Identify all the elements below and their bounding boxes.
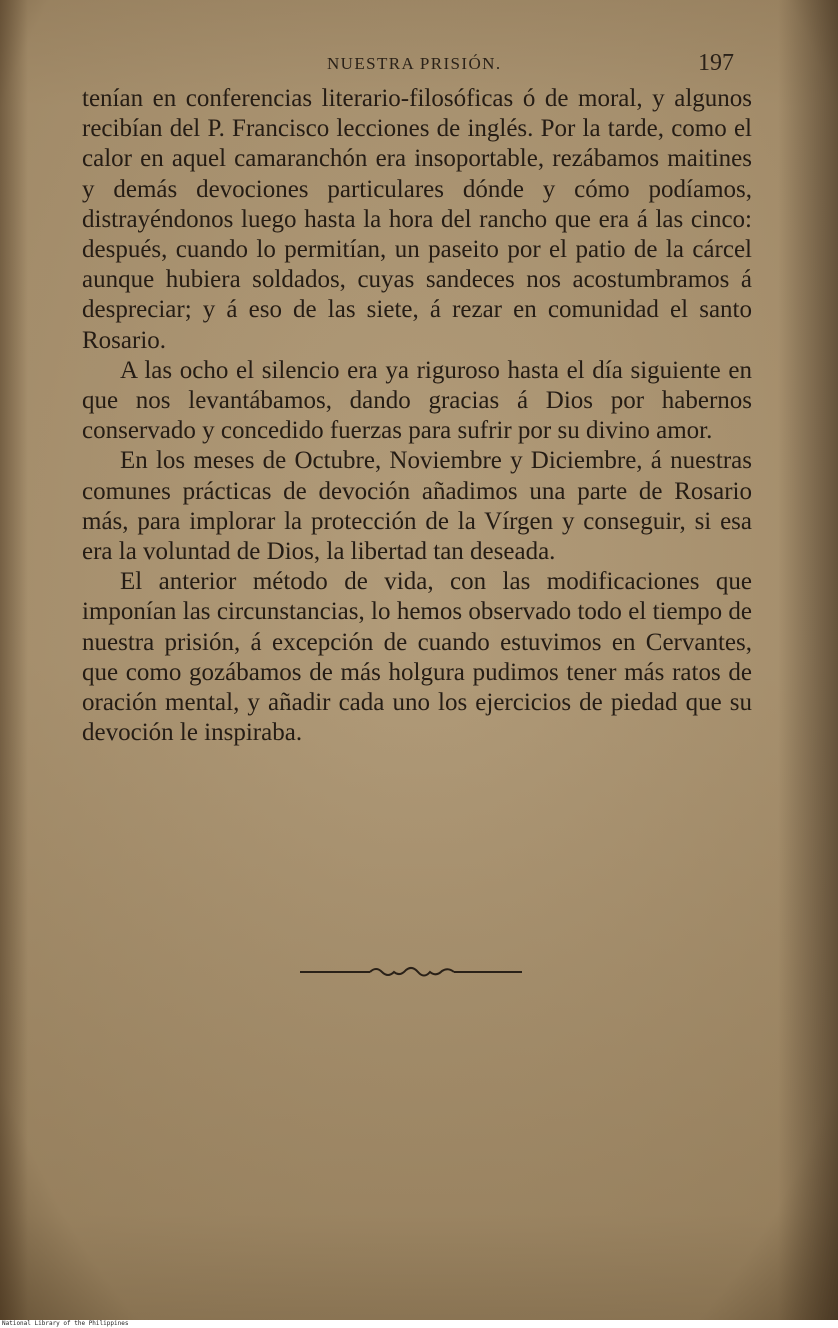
paragraph-2: A las ocho el silencio era ya riguroso hasta el día siguiente en que nos levantábamos, dando gracias á Dios por habernos conservado y concedido fuerzas para sufrir por su divino amor. [82, 356, 752, 445]
body-text [82, 84, 752, 748]
paragraph-1: tenían en conferencias literario-filosóficas ó de moral, y algunos recibían del P. Francisco lecciones de inglés. Por la tarde, como el calor en aquel camaranchón era insoportable, rezábamos maitines y demás devociones particulares dónde y cómo podíamos, distrayéndonos luego hasta la hora del rancho que era á las cinco: después, cuando lo permitían, un paseito por el patio de la cárcel aunque hubiera soldados, cuyas sandeces nos acostumbramos á despreciar; y á eso de las siete, á rezar en comunidad el santo Rosario. [82, 85, 752, 354]
paragraph-4: El anterior método de vida, con las modificaciones que imponían las circunstancias, lo hemos observado todo el tiempo de nuestra prisión, á excepción de cuando estuvimos en Cervantes, que como gozábamos de más holgura pudimos tener más ratos de oración mental, y añadir cada uno los ejercicios de piedad que su devoción le inspiraba. [82, 568, 752, 747]
end-ornament-rule [300, 962, 522, 982]
page-edge-shadow-right [778, 0, 838, 1320]
running-head: NUESTRA PRISIÓN. [327, 54, 502, 73]
library-credit: National Library of the Philippines [2, 1320, 129, 1327]
paragraph-3: En los meses de Octubre, Noviembre y Diciembre, á nuestras comunes prácticas de devoción añadimos una parte de Rosario más, para implorar la protección de la Vírgen y conseguir, si esa era la voluntad de Dios, la libertad tan deseada. [82, 447, 752, 566]
page-header [82, 50, 752, 84]
page-edge-shadow-left [0, 0, 28, 1320]
page-number: 197 [698, 50, 734, 76]
